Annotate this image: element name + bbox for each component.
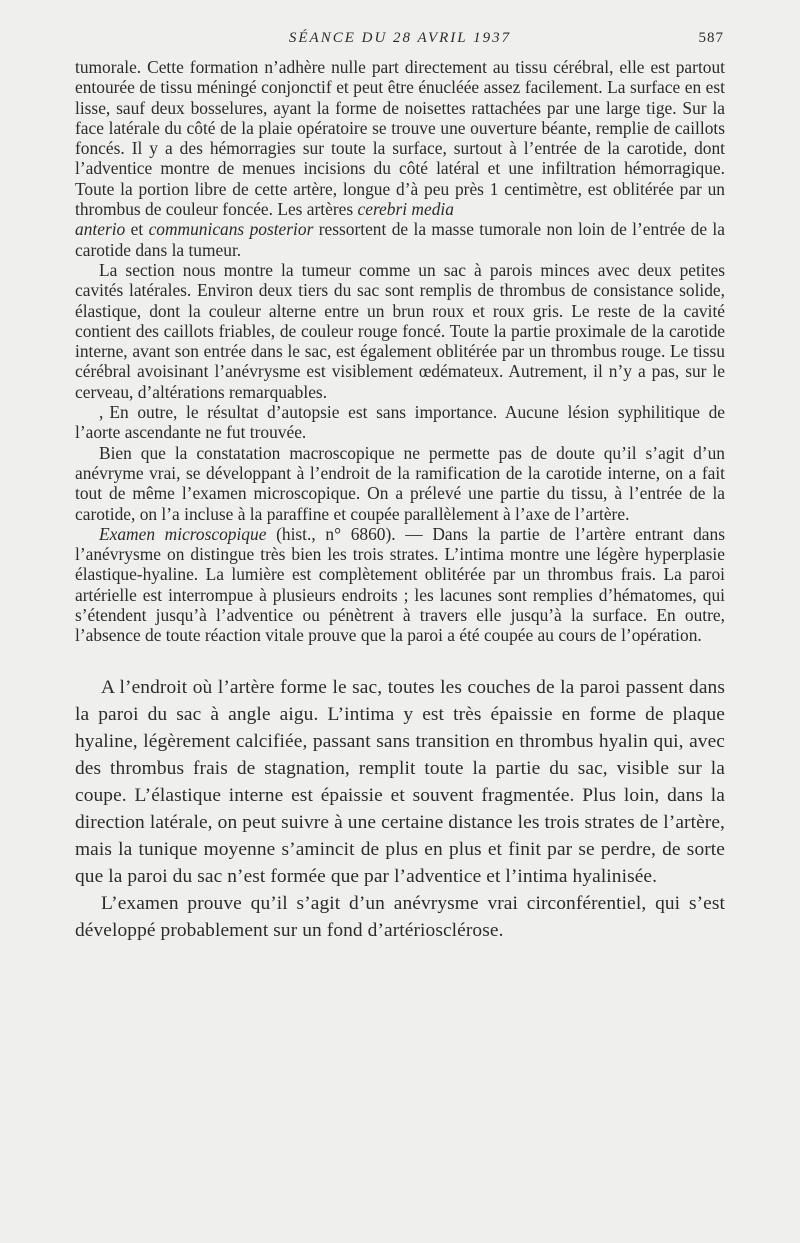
paragraph-text: (hist., n° 6860). — Dans la partie de l’artère entrant dans l’anévrysme on distingue très bien les trois strates. L’intima montre une légère hyperplasie élastique-hyaline. La lumière est complètement oblitérée par un thrombus frais. La paroi artérielle est interrompue à plusieurs endroits ; les lacunes sont remplies d’hématomes, qui s’étendent jusqu’à l’adventice ou pénètrent à travers elle jusqu’à la surface. En outre, l’absence de toute réaction vitale prouve que la paroi a été coupée au cours de l’opération. bbox=[75, 523, 725, 646]
large-print-section bbox=[75, 674, 725, 945]
paragraph-tumor-description bbox=[75, 57, 725, 260]
page-number: 587 bbox=[698, 30, 724, 46]
stray-comma: , bbox=[99, 402, 104, 423]
page-header bbox=[0, 30, 800, 54]
paragraph-text: ressortent de la masse tumorale non loin de l’entrée de la carotide dans la tumeur. bbox=[75, 219, 725, 260]
paragraph-text: et bbox=[125, 219, 149, 240]
paragraph-section: La section nous montre la tumeur comme un sac à parois minces avec deux petites cavités latérales. Environ deux tiers du sac sont remplis de thrombus de consistance solide, élastique, dont la couleur alterne entre un brun roux et roux gris. Le reste de la cavité contient des caillots friables, de couleur rouge foncé. Toute la partie proximale de la carotide interne, avant son entrée dans le sac, est également oblitérée par un thrombus rouge. Le tissu cérébral avoisinant l’anévrysme est visiblement œdémateux. Autrement, il n’y a pas, sur le cerveau, d’altérations remarquables. bbox=[75, 259, 725, 402]
italic-term: Examen microscopique bbox=[99, 523, 267, 544]
italic-term: cerebri media bbox=[357, 199, 454, 220]
page-body bbox=[75, 57, 725, 945]
paragraph-microscopic bbox=[75, 524, 725, 646]
paragraph-text: tumorale. Cette formation n’adhère nulle part directement au tissu cérébral, elle est partout entourée de tissu méningé conjonctif et peut être énucléée assez facilement. La surface en est lisse, sauf deux bosselures, ayant la forme de noisettes rattachées par une large tige. Sur la face latérale du côté de la plaie opératoire se trouve une ouverture béante, remplie de caillots foncés. Il y a des hémorragies sur toute la surface, surtout à l’entrée de la carotide, dont l’adventice montre de menues incisions du côté latéral et une infiltration hémorragique. Toute la portion libre de cette artère, longue d’à peu près 1 centimètre, est oblitérée par un thrombus de couleur foncée. Les artères bbox=[75, 57, 725, 220]
paragraph-autopsy bbox=[75, 402, 725, 443]
italic-term: anterio bbox=[75, 219, 126, 240]
italic-term: communicans posterior bbox=[148, 219, 314, 240]
paragraph-conclusion: L’examen prouve qu’il s’agit d’un anévrysme vrai circonférentiel, qui s’est développé probablement sur un fond d’artériosclérose. bbox=[75, 893, 725, 942]
paragraph-macroscopic: Bien que la constatation macroscopique ne permette pas de doute qu’il s’agit d’un anévryme vrai, se développant à l’endroit de la ramification de la carotide interne, on a fait tout de même l’examen microscopique. On a prélevé une partie du tissu, à l’entrée de la carotide, on l’a incluse à la paraffine et coupée parallèlement à l’axe de l’artère. bbox=[75, 442, 725, 524]
paragraph-sac-wall: A l’endroit où l’artère forme le sac, toutes les couches de la paroi passent dans la paroi du sac à angle aigu. L’intima y est très épaissie en forme de plaque hyaline, légèrement calcifiée, passant sans transition en thrombus hyalin qui, avec des thrombus frais de stagnation, remplit toute la partie du sac, visible sur la coupe. L’élastique interne est épaissie et souvent fragmentée. Plus loin, dans la direction latérale, on peut suivre à une certaine distance les trois strates de l’artère, mais la tunique moyenne s’amincit de plus en plus et finit par se perdre, de sorte que la paroi du sac n’est formée que par l’adventice et l’intima hyalinisée. bbox=[75, 676, 725, 888]
running-title: SÉANCE DU 28 AVRIL 1937 bbox=[288, 30, 512, 46]
paragraph-text: En outre, le résultat d’autopsie est sans importance. Aucune lésion syphilitique de l’aorte ascendante ne fut trouvée. bbox=[75, 402, 725, 443]
small-print-section bbox=[75, 57, 725, 646]
